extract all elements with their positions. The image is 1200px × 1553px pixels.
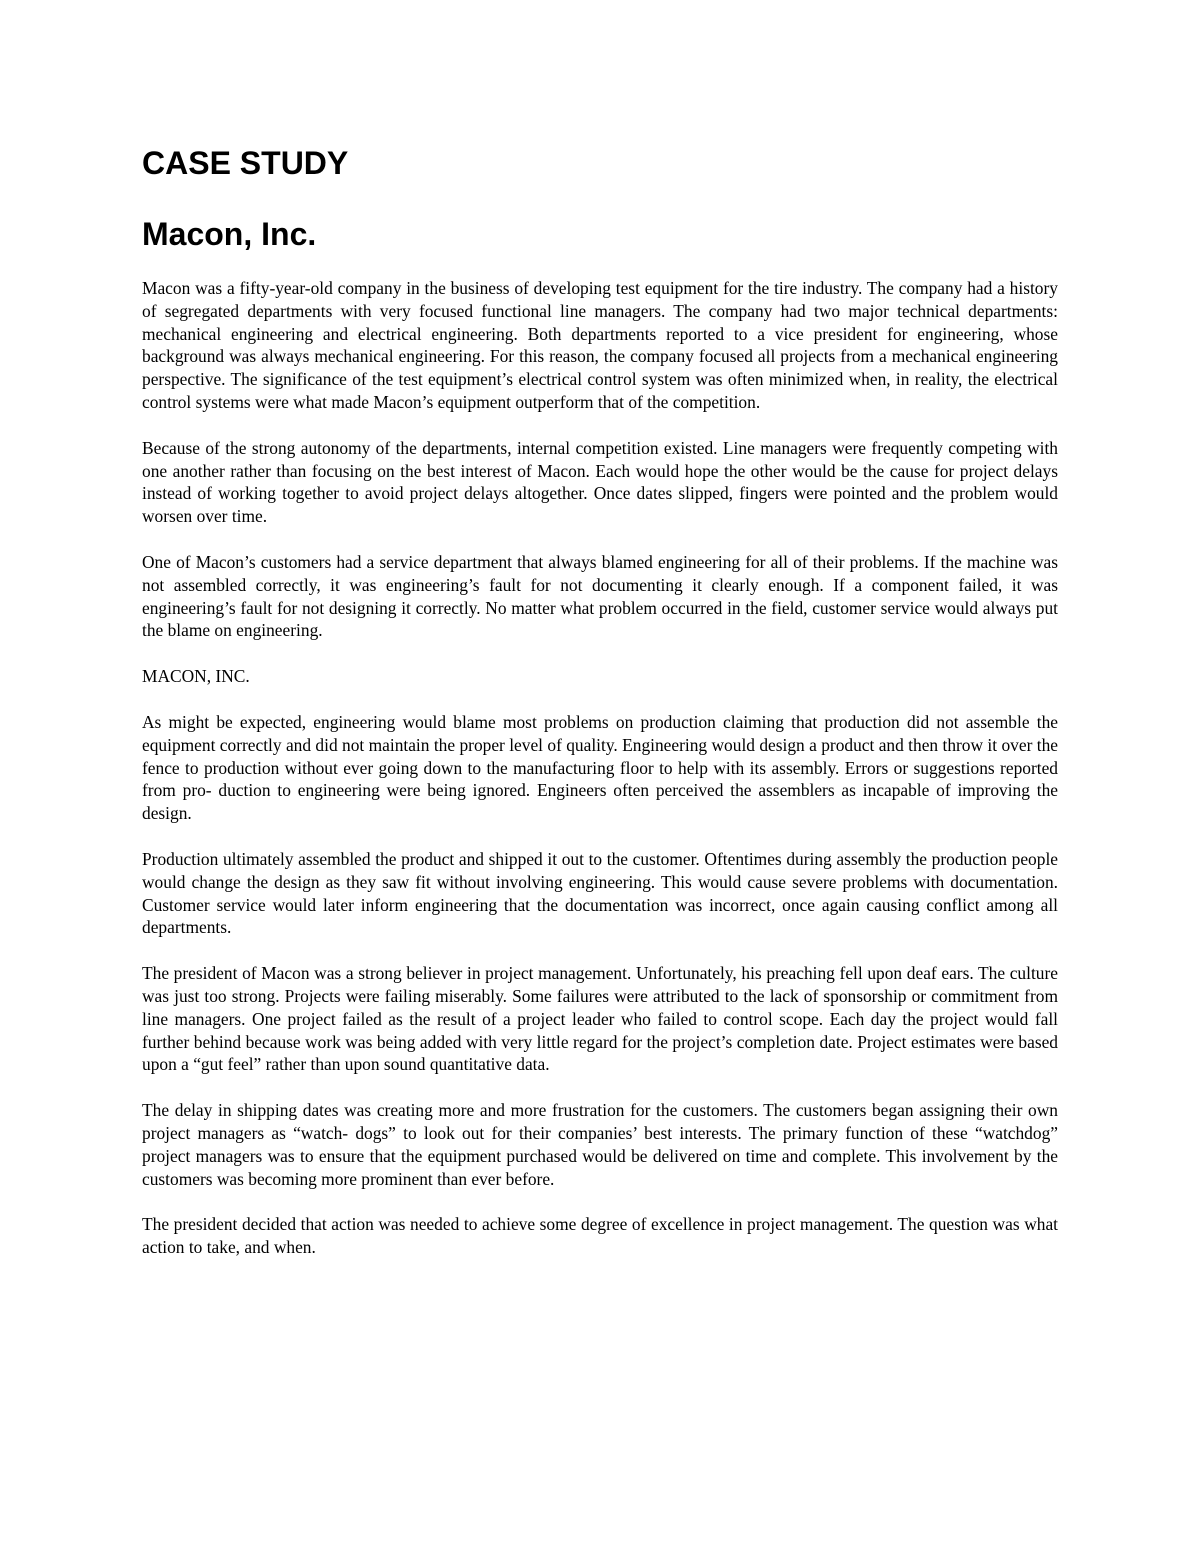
- paragraph-customer-service: One of Macon’s customers had a service department that always blamed engineering for all of their problems. If the machine was not assembled correctly, it was engineering’s fault for not documenting it clearly enough. If a component failed, it was engineering’s fault for not designing it correctly. No matter what problem occurred in the field, customer service would always put the blame on engineering.: [142, 551, 1058, 641]
- company-title: Macon, Inc.: [142, 216, 317, 252]
- paragraph-shipping-delays: The delay in shipping dates was creating more and more frustration for the customers. The customers began assigning their own project managers as “watch- dogs” to look out for their companies’ best interests. The primary function of these “watchdog” project managers was to ensure that the equipment purchased would be delivered on time and complete. This involvement by the customers was becoming more prominent than ever before.: [142, 1100, 1058, 1189]
- paragraph-production: Production ultimately assembled the product and shipped it out to the customer. Oftentimes during assembly the production people would change the design as they saw fit without involving engineering. This would cause severe problems with documentation. Customer service would later inform engineering that the documentation was incorrect, once again causing conflict among all departments.: [142, 848, 1058, 938]
- paragraph-company-background: Macon was a fifty-year-old company in the business of developing test equipment for the tire industry. The company had a history of segregated departments with very focused functional line managers. The company had two major technical departments: mechanical engineering and electrical engineering. Both departments reported to a vice president for engineering, whose background was always mechanical engineering. For this reason, the company focused all projects from a mechanical engineering perspective. The significance of the test equipment’s electrical control system was often minimized when, in reality, the electrical control systems were what made Macon’s equipment outperform that of the competition.: [142, 278, 1058, 412]
- paragraph-action-needed: The president decided that action was needed to achieve some degree of excellence in project management. The question was what action to take, and when.: [142, 1214, 1058, 1258]
- running-header-text: MACON, INC.: [142, 666, 250, 687]
- case-study-label: CASE STUDY: [142, 145, 349, 181]
- paragraph-engineering-blame: As might be expected, engineering would blame most problems on production claiming that production did not assemble the equipment correctly and did not maintain the proper level of quality. Engineering would design a product and then throw it over the fence to production without ever going down to the manufacturing floor to help with its assembly. Errors or suggestions reported from pro- duction to engineering were being ignored. Engineers often perceived the assemblers as incapable of improving the design.: [142, 711, 1058, 824]
- paragraph-president: The president of Macon was a strong believer in project management. Unfortunately, his preaching fell upon deaf ears. The culture was just too strong. Projects were failing miserably. Some failures were attributed to the lack of sponsorship or commitment from line managers. One project failed as the result of a project leader who failed to control scope. Each day the project would fall further behind because work was being added with very little regard for the project’s completion date. Project estimates were based upon a “gut feel” rather than upon sound quantitative data.: [142, 963, 1058, 1075]
- paragraph-internal-competition: Because of the strong autonomy of the departments, internal competition existed. Line managers were frequently competing with one another rather than focusing on the best interest of Macon. Each would hope the other would be the cause for project delays instead of working together to avoid project delays altogether. Once dates slipped, fingers were pointed and the problem would worsen over time.: [142, 437, 1058, 527]
- document-body: [142, 277, 1058, 1282]
